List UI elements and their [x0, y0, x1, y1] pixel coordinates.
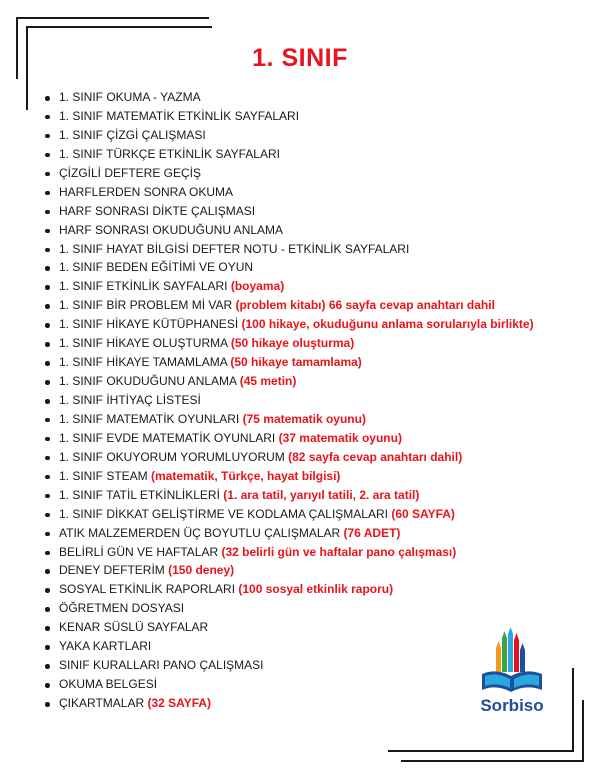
list-item-title: 1. SINIF İHTİYAÇ LİSTESİ	[59, 393, 201, 407]
list-item-detail: (32 belirli gün ve haftalar pano çalışması)	[221, 544, 457, 559]
list-item-title: BELİRLİ GÜN VE HAFTALAR	[59, 544, 222, 559]
list-item-detail: (50 hikaye tamamlama)	[230, 355, 362, 370]
sorbiso-logo	[474, 626, 550, 726]
list-item-detail: (boyama)	[230, 279, 285, 294]
list-item-title: ÇİZGİLİ DEFTERE GEÇİŞ	[59, 165, 202, 180]
pencil-red-icon	[514, 640, 519, 672]
list-item	[44, 315, 584, 334]
list-item	[44, 391, 584, 410]
list-item	[44, 334, 584, 353]
list-item-title: OKUMA BELGESİ	[59, 677, 158, 692]
list-item-title: HARFLERDEN SONRA OKUMA	[59, 184, 234, 199]
list-item-detail: (matematik, Türkçe, hayat bilgisi)	[151, 468, 341, 483]
list-item-title: ÖĞRETMEN DOSYASI	[59, 601, 185, 616]
frame-corner-bottom-right-horizontal	[401, 760, 584, 762]
list-item-title: HARF SONRASI OKUDUĞUNU ANLAMA	[59, 222, 284, 237]
list-item	[44, 145, 584, 164]
list-item	[44, 543, 584, 562]
list-item-title: 1. SINIF OKUYORUM YORUMLUYORUM	[59, 449, 289, 464]
list-item-title: 1. SINIF HAYAT BİLGİSİ DEFTER NOTU - ETKİNLİK SAYFALARI	[59, 241, 410, 256]
list-item	[44, 580, 584, 599]
pencil-green-icon	[502, 638, 507, 672]
list-item-detail: (82 sayfa cevap anahtarı dahil)	[288, 449, 463, 464]
list-item-title: ÇIKARTMALAR	[59, 696, 148, 710]
pencil-orange-icon	[496, 648, 501, 672]
product-list	[44, 88, 584, 713]
list-item-title: ATIK MALZEMERDEN ÜÇ BOYUTLU ÇALIŞMALAR	[59, 525, 344, 540]
list-item-title: 1. SINIF HİKAYE TAMAMLAMA	[59, 355, 231, 370]
list-item-title: 1. SINIF TATİL ETKİNLİKLERİ	[59, 487, 224, 502]
list-item-detail: (1. ara tatil, yarıyıl tatili, 2. ara tatil)	[223, 487, 420, 502]
list-item-title: YAKA KARTLARI	[59, 639, 152, 654]
brand-name: Sorbiso	[480, 696, 544, 715]
list-item	[44, 467, 584, 486]
list-item-title: 1. SINIF MATEMATİK OYUNLARI	[59, 411, 243, 426]
list-item-detail: (problem kitabı) 66 sayfa cevap anahtarı dahil	[235, 298, 495, 313]
list-item	[44, 296, 584, 315]
list-item-title: 1. SINIF EVDE MATEMATİK OYUNLARI	[59, 430, 279, 445]
list-item	[44, 486, 584, 505]
list-item	[44, 221, 584, 240]
frame-corner-top-left-inner-horizontal	[26, 26, 212, 28]
frame-corner-top-left-horizontal	[16, 17, 209, 19]
list-item	[44, 448, 584, 467]
list-item	[44, 258, 584, 277]
pencil-cyan-icon	[508, 634, 513, 672]
list-item-title: 1. SINIF ETKİNLİK SAYFALARI	[59, 279, 231, 294]
list-item-title: 1. SINIF BİR PROBLEM Mİ VAR	[59, 298, 236, 313]
list-item	[44, 202, 584, 221]
list-item-detail: (45 metin)	[239, 374, 297, 389]
list-item	[44, 505, 584, 524]
list-item	[44, 372, 584, 391]
pencil-blue-icon	[520, 650, 525, 672]
list-item-title: 1. SINIF TÜRKÇE ETKİNLİK SAYFALARI	[59, 146, 280, 161]
list-item	[44, 164, 584, 183]
list-item-title: SINIF KURALLARI PANO ÇALIŞMASI	[59, 658, 264, 673]
list-item-title: 1. SINIF ÇİZGİ ÇALIŞMASI	[59, 127, 206, 142]
list-item	[44, 183, 584, 202]
list-item-detail: (100 hikaye, okuduğunu anlama sorularıyla birlikte)	[241, 317, 534, 332]
list-item	[44, 277, 584, 296]
list-item-title: 1. SINIF OKUDUĞUNU ANLAMA	[59, 374, 240, 389]
list-item-detail: (37 matematik oyunu)	[278, 430, 402, 445]
page-title: 1. SINIF	[252, 44, 348, 72]
list-item-title: 1. SINIF MATEMATİK ETKİNLİK SAYFALARI	[59, 108, 300, 123]
list-item-title: 1. SINIF BEDEN EĞİTİMİ VE OYUN	[59, 260, 254, 275]
list-item-title: DENEY DEFTERİM	[59, 563, 169, 578]
list-item-detail: (60 SAYFA)	[391, 506, 455, 521]
list-item-title: 1. SINIF HİKAYE OLUŞTURMA	[59, 336, 231, 351]
list-item-detail: (76 ADET)	[343, 525, 401, 540]
list-item-detail: (32 SAYFA)	[147, 696, 212, 710]
list-item	[44, 353, 584, 372]
list-item-detail: (100 sosyal etkinlik raporu)	[238, 582, 394, 597]
list-item-title: 1. SINIF HİKAYE KÜTÜPHANESİ	[59, 317, 242, 332]
list-item-detail: (150 deney)	[168, 563, 235, 578]
list-item	[44, 429, 584, 448]
list-item-title: HARF SONRASI DİKTE ÇALIŞMASI	[59, 203, 256, 218]
list-item-title: 1. SINIF OKUMA - YAZMA	[59, 90, 201, 104]
list-item-detail: (75 matematik oyunu)	[242, 411, 366, 426]
list-item-title: 1. SINIF DİKKAT GELİŞTİRME VE KODLAMA ÇALIŞMALARI	[59, 506, 392, 521]
list-item-title: KENAR SÜSLÜ SAYFALAR	[59, 620, 209, 635]
list-item	[44, 88, 584, 107]
list-item-title: SOSYAL ETKİNLİK RAPORLARI	[59, 582, 239, 597]
list-item-detail: (50 hikaye oluşturma)	[230, 336, 355, 351]
frame-corner-bottom-right-inner-horizontal	[388, 750, 574, 752]
list-item	[44, 561, 584, 580]
list-item	[44, 240, 584, 259]
list-item	[44, 126, 584, 145]
list-item	[44, 107, 584, 126]
sorbiso-book-pencils-icon	[474, 626, 550, 700]
list-item	[44, 410, 584, 429]
list-item	[44, 524, 584, 543]
list-item	[44, 599, 584, 618]
list-item-title: 1. SINIF STEAM	[59, 468, 152, 483]
